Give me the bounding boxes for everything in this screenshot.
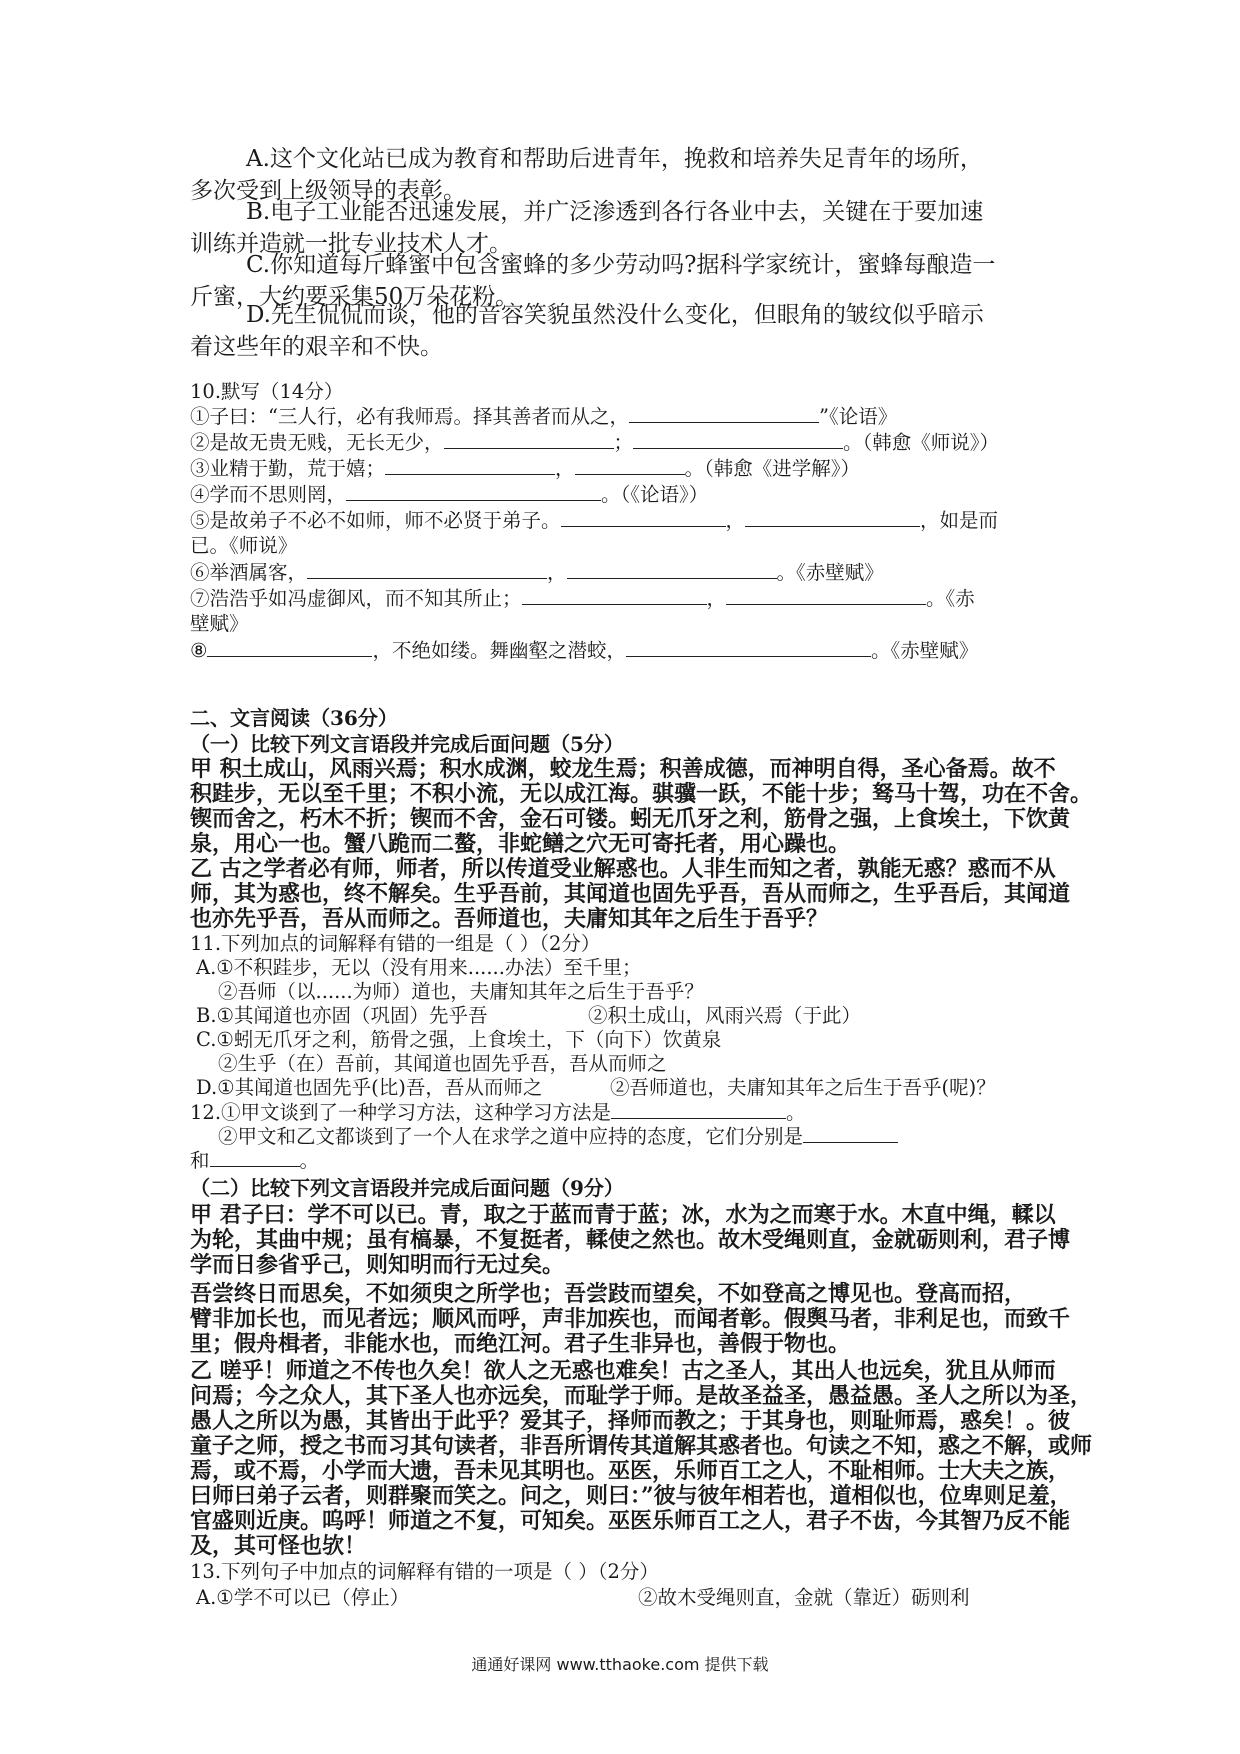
section-2-title: 二、文言阅读（36分）	[190, 706, 398, 730]
q9-option-a-line1: A.这个文化站已成为教育和帮助后进青年，挽救和培养失足青年的场所，	[246, 146, 983, 172]
passage-1-line: 锲而舍之，朽木不折；锲而不舍，金石可镂。蚓无爪牙之利，筋骨之强，上食埃土，下饮黄	[190, 806, 1071, 832]
passage-2-line: 童子之师，授之书而习其句读者，非吾所谓传其道解其惑者也。句读之不知，惑之不解，或师	[190, 1433, 1093, 1459]
q10-line-6: ⑥举酒属客， ， 。《赤壁赋》	[190, 561, 884, 584]
answer-blank[interactable]	[210, 1148, 300, 1167]
q10-line-1: ①子曰：“三人行，必有我师焉。择其善者而从之， ”《论语》	[190, 405, 898, 428]
passage-2-line: 曰师曰弟子云者，则群聚而笑之。问之，则曰：”彼与彼年相若也，道相似也，位卑则足羞，	[190, 1483, 1072, 1509]
footer-source: 通通好课网 www.tthaoke.com 提供下载	[471, 1655, 769, 1674]
answer-blank[interactable]	[307, 560, 547, 579]
q9-option-c-line1: C.你知道每斤蜂蜜中包含蜜蜂的多少劳动吗?据科学家统计，蜜蜂每酿造一	[246, 252, 996, 278]
q11-option-a-1: A.①不积跬步，无以（没有用来......办法）至千里；	[196, 956, 642, 979]
q11-option-b-2: ②积土成山，风雨兴焉（于此）	[588, 1004, 862, 1027]
passage-2-line: 吾尝终日而思矣，不如须臾之所学也；吾尝跂而望矣，不如登高之博见也。登高而招，	[190, 1281, 1027, 1307]
passage-1-line: 甲 积土成山，风雨兴焉；积水成渊，蛟龙生焉；积善成德，而神明自得，圣心备焉。故不	[190, 756, 1056, 782]
answer-blank[interactable]	[629, 404, 819, 423]
q10-line-8: ⑧ ，不绝如缕。舞幽壑之潜蛟， 。《赤壁赋》	[190, 639, 979, 662]
passage-2-line: 里；假舟楫者，非能水也，而绝江河。君子生非异也，善假于物也。	[190, 1331, 851, 1357]
q9-option-c-line2: 斤蜜，大约要采集50万朵花粉。	[190, 284, 519, 310]
q11-option-d-1: D.①其闻道也固先乎(比)吾，吾从而师之	[196, 1076, 543, 1099]
q11-option-c-2: ②生乎（在）吾前，其闻道也固先乎吾，吾从而师之	[218, 1052, 667, 1075]
q9-option-d-line1: D.先生侃侃而谈，他的音容笑貌虽然没什么变化，但眼角的皱纹似乎暗示	[246, 302, 984, 328]
answer-blank[interactable]	[346, 482, 601, 501]
q10-line-5: ⑤是故弟子不必不如师，师不必贤于弟子。 ， ，如是而	[190, 509, 999, 532]
q10-line-2: ②是故无贵无贱，无长无少， ； 。（韩愈《师说》）	[190, 431, 1000, 454]
answer-blank[interactable]	[444, 430, 614, 449]
q12-part-2: ②甲文和乙文都谈到了一个人在求学之道中应持的态度，它们分别是	[218, 1124, 898, 1148]
q13-option-a-2: ②故木受绳则直，金就（靠近）砺则利	[638, 1586, 970, 1609]
q11-stem: 11.下列加点的词解释有错的一组是（ ）（2分）	[190, 932, 601, 955]
q11-option-a-2: ②吾师（以......为师）道也，夫庸知其年之后生于吾乎？	[218, 980, 704, 1003]
answer-blank[interactable]	[633, 430, 843, 449]
q12-part-2-cont: 和 。	[190, 1149, 320, 1172]
section-2-subtitle-1: （一）比较下列文言语段并完成后面问题（5分）	[190, 732, 624, 756]
q9-option-b-line1: B.电子工业能否迅速发展，并广泛渗透到各行各业中去，关键在于要加速	[246, 199, 984, 225]
q11-option-c-1: C.①蚓无爪牙之利，筋骨之强，上食埃土，下（向下）饮黄泉	[196, 1028, 722, 1051]
q11-option-b-1: B.①其闻道也亦固（巩固）先乎吾	[196, 1004, 488, 1027]
passage-2-line: 臂非加长也，而见者远；顺风而呼，声非加疾也，而闻者彰。假舆马者，非利足也，而致千	[190, 1306, 1071, 1332]
q13-stem: 13.下列句子中加点的词解释有错的一项是（ ）（2分）	[190, 1560, 659, 1583]
passage-2-line: 焉，或不焉，小学而大遗，吾未见其明也。巫医，乐师百工之人，不耻相师。士大夫之族，	[190, 1458, 1071, 1484]
passage-2-line: 问焉；今之众人，其下圣人也亦远矣，而耻学于师。是故圣益圣，愚益愚。圣人之所以为圣，	[190, 1383, 1093, 1409]
passage-2-line: 学而日参省乎己，则知明而行无过矣。	[190, 1252, 565, 1278]
passage-2-line: 官盛则近庚。呜呼！师道之不复，可知矣。巫医乐师百工之人，君子不齿，今其智乃反不能	[190, 1508, 1071, 1534]
passage-1-line: 也亦先乎吾，吾从而师之。吾师道也，夫庸知其年之后生于吾乎？	[190, 906, 829, 932]
answer-blank[interactable]	[611, 1100, 786, 1119]
q10-line-4: ④学而不思则罔， 。（《论语》）	[190, 483, 709, 506]
q10-line-3: ③业精于勤，荒于嬉； ， 。（韩愈《进学解》）	[190, 457, 861, 480]
q11-option-d-2: ②吾师道也，夫庸知其年之后生于吾乎(呢)？	[610, 1076, 996, 1099]
q10-line-7-cont: 壁赋》	[190, 612, 249, 635]
answer-blank[interactable]	[207, 638, 372, 657]
answer-blank[interactable]	[567, 560, 777, 579]
passage-1-line: 积跬步，无以至千里；不积小流，无以成江海。骐骥一跃，不能十步；驽马十驾，功在不舍。	[190, 781, 1093, 807]
passage-1-line: 泉，用心一也。蟹八跪而二螯，非蛇鳝之穴无可寄托者，用心躁也。	[190, 831, 851, 857]
q10-title: 10.默写（14分）	[190, 380, 344, 403]
q9-option-d-line2: 着这些年的艰辛和不快。	[190, 334, 443, 360]
q12-part-1: 12.①甲文谈到了一种学习方法，这种学习方法是 。	[190, 1101, 806, 1124]
answer-blank[interactable]	[726, 586, 926, 605]
passage-2-line: 甲 君子曰：学不可以已。青，取之于蓝而青于蓝；冰，水为之而寒于水。木直中绳，輮以	[190, 1202, 1056, 1228]
answer-blank[interactable]	[626, 638, 871, 657]
answer-blank[interactable]	[803, 1124, 898, 1143]
answer-blank[interactable]	[745, 508, 920, 527]
answer-blank[interactable]	[522, 586, 707, 605]
q10-line-7: ⑦浩浩乎如冯虚御风，而不知其所止； ， 。《赤	[190, 587, 975, 610]
q13-option-a-1: A.①学不可以已（停止）	[196, 1586, 410, 1609]
q10-line-5-cont: 已。《师说》	[190, 534, 298, 557]
q9-option-a-line2: 多次受到上级领导的表彰。	[190, 178, 466, 204]
passage-1-line: 师，其为惑也，终不解矣。生乎吾前，其闻道也固先乎吾，吾从而师之，生乎吾后，其闻道	[190, 881, 1071, 907]
passage-2-line: 为轮，其曲中规；虽有槁暴，不复挺者，輮使之然也。故木受绳则直，金就砺则利，君子博	[190, 1227, 1071, 1253]
answer-blank[interactable]	[385, 456, 555, 475]
answer-blank[interactable]	[575, 456, 685, 475]
passage-2-line: 乙 嗟乎！师道之不传也久矣！欲人之无惑也难矣！古之圣人，其出人也远矣，犹且从师而	[190, 1358, 1056, 1384]
section-2-subtitle-2: （二）比较下列文言语段并完成后面问题（9分）	[190, 1176, 624, 1200]
passage-2-line: 愚人之所以为愚，其皆出于此乎？爱其子，择师而教之；于其身也，则耻师焉，惑矣！。彼	[190, 1408, 1071, 1434]
answer-blank[interactable]	[561, 508, 726, 527]
passage-1-line: 乙 古之学者必有师，师者，所以传道受业解惑也。人非生而知之者，孰能无惑？惑而不从	[190, 856, 1056, 882]
q9-option-b-line2: 训练并造就一批专业技术人才。	[190, 231, 512, 257]
passage-2-line: 及，其可怪也欤！	[190, 1533, 367, 1559]
